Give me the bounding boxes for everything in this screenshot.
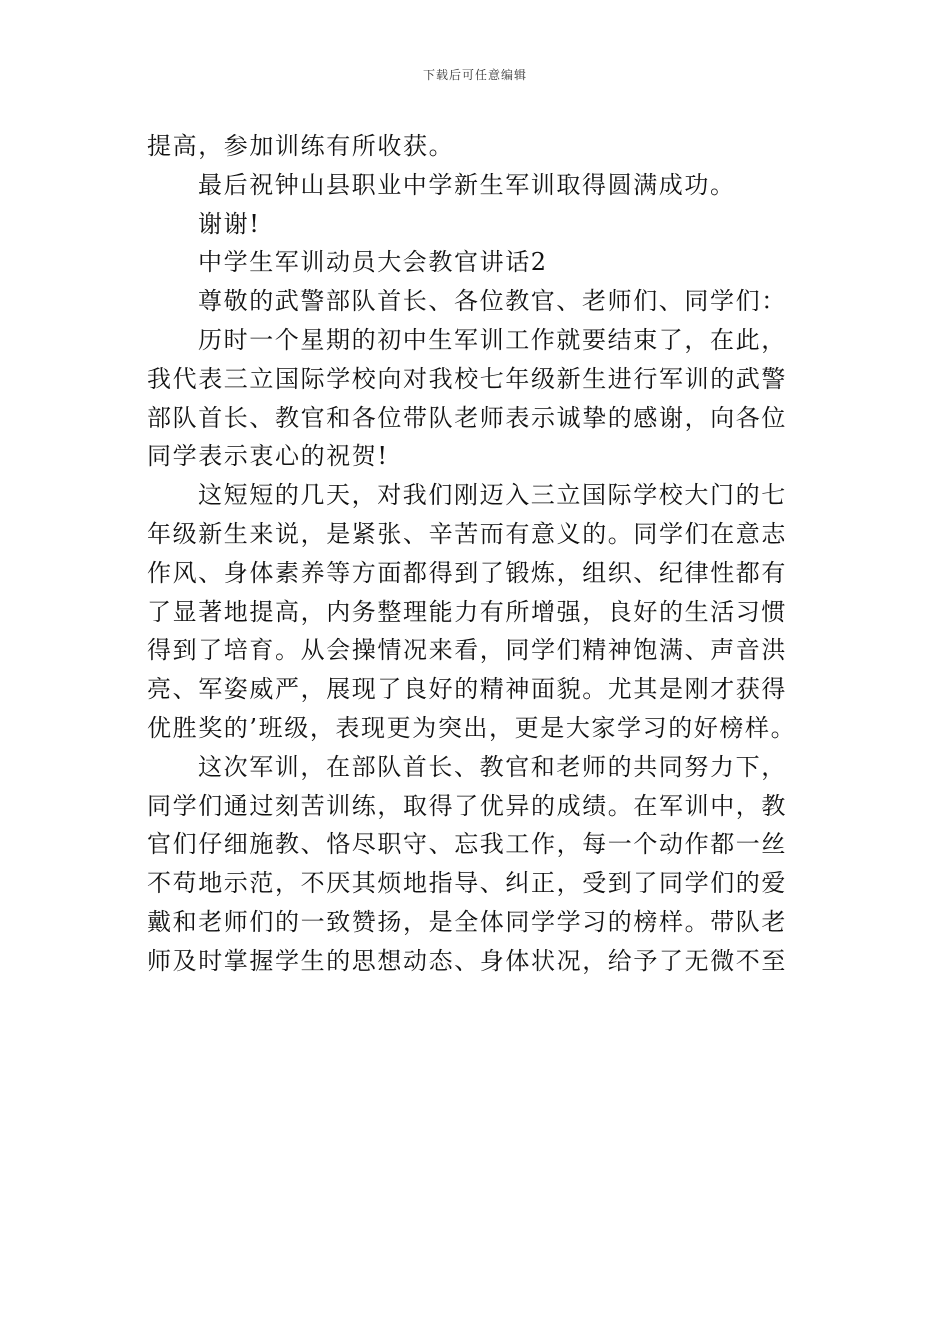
section-title: 中学生军训动员大会教官讲话2 <box>198 248 548 277</box>
document-body <box>147 127 807 981</box>
paragraph-continuation: 提高，参加训练有所收获。 <box>147 132 455 160</box>
paragraph-salutation: 尊敬的武警部队首长、各位教官、老师们、同学们： <box>198 287 787 316</box>
page-header-note: 下载后可任意编辑 <box>422 68 527 82</box>
paragraph-training-results: 这次军训，在部队首长、教官和老师的共同努力下，同学们通过刻苦训练，取得了优异的成绩。在军训中，教官们仔细施教、恪尽职守、忘我工作，每一个动作都一丝不苟地示范，不厌其烦地指导、纠正，受到了同学们的爱戴和老师们的一致赞扬，是全体同学学习的榜样。带队老师及时掌握学生的思想动态、身体状况，给予了无微不至 <box>147 752 787 975</box>
paragraph-opening: 历时一个星期的初中生军训工作就要结束了，在此，我代表三立国际学校向对我校七年级新生进行军训的武警部队首长、教官和各位带队老师表示诚挚的感谢，向各位同学表示衷心的祝贺! <box>147 325 787 471</box>
paragraph-closing-wish: 最后祝钟山县职业中学新生军训取得圆满成功。 <box>198 170 736 199</box>
paragraph-thanks: 谢谢! <box>198 209 261 238</box>
paragraph-training-days: 这短短的几天，对我们刚迈入三立国际学校大门的七年级新生来说，是紧张、辛苦而有意义的。同学们在意志作风、身体素养等方面都得到了锻炼，组织、纪律性都有了显著地提高，内务整理能力有所增强，良好的生活习惯得到了培育。从会操情况来看，同学们精神饱满、声音洪亮、军姿威严，展现了良好的精神面貌。尤其是刚才获得优胜奖的’班级，表现更为突出，更是大家学习的好榜样。 <box>147 481 797 742</box>
